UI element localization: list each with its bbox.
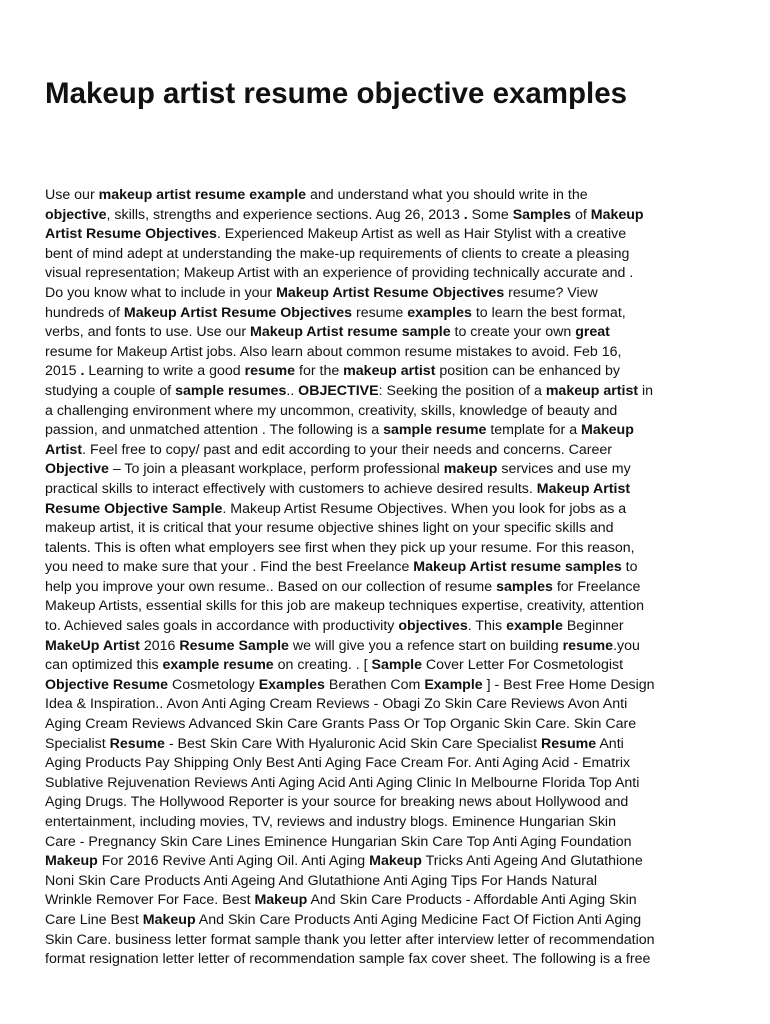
text-run: And Skin Care Products Anti Aging Medicine Fact Of Fiction Anti Aging xyxy=(195,911,642,928)
text-line xyxy=(45,931,735,951)
bold-text-run: Resume xyxy=(540,735,597,752)
bold-text-run: Samples xyxy=(512,206,572,223)
bold-text-run: Makeup xyxy=(45,853,98,870)
text-run: Specialist xyxy=(45,735,110,752)
bold-text-run: objective xyxy=(45,206,107,223)
text-run: . Experienced Makeup Artist as well as Hair Stylist with a creative xyxy=(216,226,627,243)
bold-text-run: Makeup Artist resume samples xyxy=(413,559,622,576)
text-run: : Seeking the position of a xyxy=(378,382,546,399)
text-run: Do you know what to include in your xyxy=(45,284,277,301)
bold-text-run: Resume xyxy=(109,735,165,752)
text-line xyxy=(45,343,735,363)
text-run: Skin Care. business letter format sample thank you letter after interview letter of recommendation xyxy=(45,931,655,948)
text-run: Wrinkle Remover For Face. Best xyxy=(45,892,255,909)
text-run: Aging Drugs. The Hollywood Reporter is your source for breaking news about Hollywood and xyxy=(45,794,629,811)
text-line xyxy=(45,695,735,715)
bold-text-run: Makeup xyxy=(581,422,634,439)
text-line xyxy=(45,421,735,441)
bold-text-run: Makeup xyxy=(369,853,422,870)
text-line xyxy=(45,460,735,480)
text-line xyxy=(45,754,735,774)
text-run: Berathen Com xyxy=(324,676,425,693)
text-line xyxy=(45,911,735,931)
text-run: resume? View xyxy=(504,284,598,301)
text-line xyxy=(45,186,735,206)
text-run: – To join a pleasant workplace, perform professional xyxy=(108,461,444,478)
bold-text-run: Artist xyxy=(45,441,83,458)
text-line xyxy=(45,480,735,500)
text-run: makeup artist, it is critical that your resume objective shines light on your specific skills and xyxy=(45,520,614,537)
text-run: to create your own xyxy=(450,324,576,341)
text-line xyxy=(45,304,735,324)
bold-text-run: Sample xyxy=(371,657,422,674)
text-run: help you improve your own resume.. Based on our collection of resume xyxy=(45,578,497,595)
bold-text-run: Artist Resume Objectives xyxy=(45,226,217,243)
text-line xyxy=(45,676,735,696)
text-run: And Skin Care Products - Affordable Anti Aging Skin xyxy=(307,892,637,909)
bold-text-run: Makeup xyxy=(142,911,196,928)
bold-text-run: Examples xyxy=(258,676,325,693)
text-run: services and use my xyxy=(497,461,631,478)
text-run: . This xyxy=(467,618,507,635)
page-title: Makeup artist resume objective examples xyxy=(45,77,628,110)
text-run: ] - Best Free Home Design xyxy=(482,676,655,693)
text-run: Anti xyxy=(596,735,624,752)
text-run: .. xyxy=(286,382,299,399)
text-line xyxy=(45,206,735,226)
bold-text-run: Resume Objective Sample xyxy=(45,500,223,517)
bold-text-run: resume xyxy=(562,637,614,654)
text-run: position can be enhanced by xyxy=(435,363,621,380)
text-line xyxy=(45,264,735,284)
bold-text-run: makeup artist xyxy=(343,363,436,380)
text-run: to xyxy=(621,559,638,576)
text-line xyxy=(45,715,735,735)
text-run: , skills, strengths and experience sections. Aug 26, 2013 xyxy=(106,206,464,223)
text-run: entertainment, including movies, TV, reviews and industry blogs. Eminence Hungarian Skin xyxy=(45,814,616,830)
text-run: of xyxy=(571,206,591,223)
text-run: Tricks Anti Ageing And Glutathione xyxy=(421,853,643,870)
body-text xyxy=(45,186,735,970)
bold-text-run: Makeup Artist Resume Objectives xyxy=(276,284,505,301)
text-line xyxy=(45,656,735,676)
bold-text-run: . xyxy=(80,363,85,380)
text-line xyxy=(45,284,735,304)
bold-text-run: Resume Sample xyxy=(179,637,289,654)
text-run: template for a xyxy=(486,422,582,439)
text-run: we will give you a refence start on building xyxy=(288,637,563,654)
text-run: visual representation; Makeup Artist with an experience of providing technically accurate and . xyxy=(45,265,634,282)
text-line xyxy=(45,617,735,637)
text-line xyxy=(45,382,735,402)
text-run: a challenging environment where my uncommon, creativity, skills, knowledge of beauty and xyxy=(45,402,618,419)
text-line xyxy=(45,402,735,422)
text-run: for the xyxy=(295,363,344,380)
text-run: resume for Makeup Artist jobs. Also learn about common resume mistakes to avoid. Feb 16, xyxy=(45,343,622,360)
text-run: bent of mind adept at understanding the make-up requirements of clients to create a pleasing xyxy=(45,245,630,262)
bold-text-run: makeup artist xyxy=(545,382,639,399)
text-run: studying a couple of xyxy=(45,382,176,399)
text-run: Beginner xyxy=(562,618,624,635)
text-line xyxy=(45,891,735,911)
text-line xyxy=(45,597,735,617)
text-line xyxy=(45,362,735,382)
text-run: practical skills to interact effectively with customers to achieve desired results. xyxy=(45,480,537,497)
text-run: Aging Cream Reviews Advanced Skin Care Grants Pass Or Top Organic Skin Care. Skin Care xyxy=(45,716,637,733)
text-line xyxy=(45,813,735,833)
bold-text-run: makeup xyxy=(443,461,498,478)
text-line xyxy=(45,558,735,578)
text-run: Cover Letter For Cosmetologist xyxy=(421,657,624,674)
text-run: Care - Pregnancy Skin Care Lines Eminence Hungarian Skin Care Top Anti Aging Foundation xyxy=(45,833,632,850)
text-run: to learn the best format, xyxy=(471,304,626,321)
text-line xyxy=(45,323,735,343)
text-line xyxy=(45,225,735,245)
bold-text-run: example resume xyxy=(162,657,274,674)
text-run: . Feel free to copy/ past and edit according to your their needs and concerns. Career xyxy=(82,441,613,458)
bold-text-run: sample resume xyxy=(383,422,487,439)
bold-text-run: Makeup xyxy=(590,206,644,223)
text-run: Care Line Best xyxy=(45,911,143,928)
text-run: passion, and unmatched attention . The following is a xyxy=(45,422,384,439)
bold-text-run: MakeUp Artist xyxy=(45,637,140,654)
bold-text-run: Objective xyxy=(45,461,109,478)
bold-text-run: samples xyxy=(496,578,553,595)
text-run: in xyxy=(638,382,654,399)
text-run: you need to make sure that your . Find the best Freelance xyxy=(45,559,414,576)
text-run: 2015 xyxy=(45,363,81,380)
text-line xyxy=(45,578,735,598)
text-line xyxy=(45,735,735,755)
text-line xyxy=(45,500,735,520)
bold-text-run: Objective Resume xyxy=(45,676,169,693)
text-run: .you xyxy=(613,637,640,654)
text-line xyxy=(45,774,735,794)
text-run: Makeup Artists, essential skills for this job are makeup techniques expertise, creativity, attention xyxy=(45,598,645,615)
bold-text-run: great xyxy=(575,324,610,341)
text-run: on creating. . [ xyxy=(273,657,372,674)
text-run: format resignation letter letter of recommendation sample fax cover sheet. The following is a free xyxy=(45,951,651,968)
bold-text-run: sample resumes xyxy=(175,382,287,399)
text-run: to. Achieved sales goals in accordance with productivity xyxy=(45,618,399,635)
text-line xyxy=(45,872,735,892)
text-run: Idea & Inspiration.. Avon Anti Aging Cream Reviews - Obagi Zo Skin Care Reviews Avon Anti xyxy=(45,696,628,713)
bold-text-run: Makeup Artist resume sample xyxy=(250,324,451,341)
bold-text-run: examples xyxy=(407,304,472,321)
text-line xyxy=(45,793,735,813)
text-run: - Best Skin Care With Hyaluronic Acid Skin Care Specialist xyxy=(164,735,541,752)
bold-text-run: resume xyxy=(244,363,296,380)
text-run: Learning to write a good xyxy=(84,363,245,380)
text-run: . Makeup Artist Resume Objectives. When you look for jobs as a xyxy=(222,500,627,517)
bold-text-run: Makeup Artist Resume Objectives xyxy=(123,304,353,321)
text-run: verbs, and fonts to use. Use our xyxy=(45,324,251,341)
bold-text-run: example xyxy=(506,618,563,635)
text-run: hundreds of xyxy=(45,304,124,321)
text-line xyxy=(45,833,735,853)
bold-text-run: objectives xyxy=(398,618,468,635)
text-line xyxy=(45,637,735,657)
text-line xyxy=(45,539,735,559)
text-line xyxy=(45,441,735,461)
text-run: Use our xyxy=(45,187,99,203)
text-line xyxy=(45,245,735,265)
text-run: Aging Products Pay Shipping Only Best Anti Aging Face Cream For. Anti Aging Acid - Ematrix xyxy=(45,755,631,772)
text-run: for Freelance xyxy=(552,578,641,595)
text-run: resume xyxy=(352,304,408,321)
bold-text-run: Example xyxy=(424,676,483,693)
bold-text-run: makeup artist resume example xyxy=(98,187,307,203)
text-line xyxy=(45,519,735,539)
text-run: Some xyxy=(467,206,513,223)
text-run: Cosmetology xyxy=(168,676,259,693)
text-run: and understand what you should write in the xyxy=(306,187,588,203)
text-run: For 2016 Revive Anti Aging Oil. Anti Aging xyxy=(97,853,370,870)
bold-text-run: OBJECTIVE xyxy=(298,382,379,399)
bold-text-run: . xyxy=(463,206,468,223)
text-run: talents. This is often what employers see first when they pick up your resume. For this reason, xyxy=(45,539,635,556)
text-run: Noni Skin Care Products Anti Ageing And Glutathione Anti Aging Tips For Hands Natural xyxy=(45,872,598,889)
text-line xyxy=(45,950,735,970)
bold-text-run: Makeup xyxy=(254,892,308,909)
text-run: 2016 xyxy=(139,637,180,654)
text-line xyxy=(45,852,735,872)
text-run: Sublative Rejuvenation Reviews Anti Aging Acid Anti Aging Clinic In Melbourne Florida Top Anti xyxy=(45,774,640,791)
text-run: can optimized this xyxy=(45,657,163,674)
bold-text-run: Makeup Artist xyxy=(536,480,631,497)
